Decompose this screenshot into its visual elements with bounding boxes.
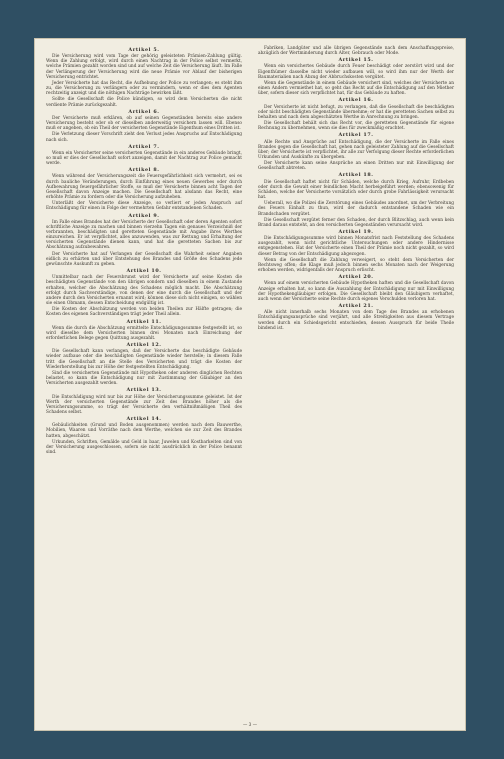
article-section — [46, 48, 242, 108]
article-heading: Artikel 14. — [126, 416, 162, 423]
article-section — [46, 145, 242, 167]
article-heading: Artikel 21. — [338, 303, 374, 310]
article-paragraph: Unterläßt der Versicherte diese Anzeige, so verliert er jeden Anspruch auf Entschädigung für einen in Folge der vermehrten Gefahr entstandenen Schaden. — [46, 201, 242, 212]
article-section — [258, 275, 454, 302]
article-heading: Artikel 17. — [338, 132, 374, 139]
article-paragraph: Sollte die Gesellschaft die Police kündigen, so wird dem Versicherten die nicht verdiente Prämie zurückgezahlt. — [46, 97, 242, 108]
article-paragraph: Fabriken, Landgüter und alle übrigen Gegenstände nach dem Anschaffungspreise, abzüglich der Wertminderung durch Alter, Gebrauch oder Mode. — [258, 46, 454, 57]
article-heading: Artikel 5. — [128, 47, 160, 53]
article-heading: Artikel 12. — [126, 342, 162, 349]
document-page — [34, 38, 466, 731]
article-paragraph: Urkunden, Schriften, Gemälde und Geld in baar, Juwelen und Kostbarkeiten sind von der Versicherung ausgeschlossen, sofern sie nicht ausdrücklich in der Police benannt sind. — [46, 439, 242, 456]
article-paragraph: Die Gesellschaft behält sich das Recht vor, die geretteten Gegenstände für eigene Rechnung zu übernehmen, wenn sie dies für zweckmäßig erachtet. — [258, 121, 454, 132]
article-paragraph: Die Verletzung dieser Vorschrift zieht den Verlust jedes Anspruchs auf Entschädigung nach sich. — [46, 132, 242, 143]
article-paragraph: Der Versicherte muß erklären, ob auf seinen Gegenständen bereits eine andere Versicherung besteht oder ob er dieselben anderweitig versichern lassen will. Ebenso muß er angeben, ob ein Theil der versicherten Gegenstände Eigenthum eines Dritten ist. — [46, 115, 242, 132]
article-paragraph: Die Versicherung wird vom Tage der gehörig geleisteten Prämien-Zahlung gültig. Wenn die Zahlung erfolgt, wird durch einen Nachtrag in der Police selbst vermerkt, welche Prämien gezahlt worden sind und auf welche Zeit die Versicherung läuft. Im Falle der Verlängerung der Versicherung wird die neue Prämie vor Ablauf der bisherigen Versicherung entrichtet. — [46, 54, 242, 80]
article-section — [46, 214, 242, 268]
article-paragraph: Gebäulichkeiten (Grund und Boden ausgenommen) werden nach dem Bauwerthe, Mobilien, Waaren und Vorräthe nach dem Werthe, welchen sie zur Zeit des Brandes hatten, abgeschätzt. — [46, 423, 242, 439]
article-paragraph: Wenn ein versichertes Gebäude durch Feuer beschädigt oder zerstört wird und der Eigenthümer dasselbe nicht wieder aufbauen will, so wird ihm nur der Werth der Baumaterialien nach Abzug der Abbruchskosten vergütet. — [258, 64, 454, 80]
article-section — [258, 230, 454, 273]
article-paragraph: Der Versicherte kann seine Ansprüche an einen Dritten nur mit Einwilligung der Gesellschaft abtreten. — [258, 161, 454, 172]
article-paragraph: Wenn die Gesellschaft die Zahlung verweigert, so steht dem Versicherten der Rechtsweg offen; die Klage muß jedoch binnen sechs Monaten nach der Weigerung erhoben werden, widrigenfalls der Anspruch erlischt. — [258, 257, 454, 274]
article-paragraph: Der Versicherte hat auf Verlangen der Gesellschaft die Wahrheit seiner Angaben eidlich zu erhärten und über Entstehung des Brandes und Größe des Schadens jede gewünschte Auskunft zu geben. — [46, 251, 242, 267]
article-paragraph: Jeder Versicherte hat das Recht, die Aufhebung der Police zu verlangen; es steht ihm zu, die Versicherung zu verlängern oder zu vermindern, wenn er dies dem Agenten rechtzeitig anzeigt und die nöthigen Nachträge bewirken läßt. — [46, 80, 242, 97]
article-paragraph: Wenn die Gegenstände in einem Gebäude versichert sind, welches der Versicherte an einen Andern vermiethet hat, so geht das Recht auf die Entschädigung auf den Miether über, sofern dieser sich verpflichtet hat, für das Gebäude zu haften. — [258, 80, 454, 97]
right-column — [258, 46, 454, 332]
article-heading: Artikel 7. — [128, 143, 160, 150]
article-heading: Artikel 6. — [128, 108, 160, 115]
article-section — [46, 320, 242, 342]
article-paragraph: Alle nicht innerhalb sechs Monaten von dem Tage des Brandes an erhobenen Entschädigungsansprüche sind verjährt, und alle Streitigkeiten aus diesem Vertrage werden durch ein Schiedsgericht entschieden, dessen Ausspruch für beide Theile bindend ist. — [258, 310, 454, 331]
article-paragraph: Die Gesellschaft kann verlangen, daß der Versicherte das beschädigte Gebäude wieder aufbaue oder die beschädigten Gegenstände wieder herstelle; in diesem Falle tritt die Gesellschaft an die Stelle des Versicherten und trägt die Kosten der Wiederherstellung bis zur Höhe der festgestellten Entschädigung. — [46, 349, 242, 370]
page-footer: — 3 — — [242, 723, 258, 728]
article-heading: Artikel 20. — [338, 274, 374, 281]
article-section — [46, 388, 242, 415]
article-section — [46, 269, 242, 317]
article-heading: Artikel 8. — [128, 167, 160, 174]
article-paragraph: Die Kosten der Abschätzung werden von beiden Theilen zur Hälfte getragen; die Kosten des eigenen Sachverständigen trägt jeder Theil allein. — [46, 307, 242, 318]
article-paragraph: Die Gesellschaft haftet nicht für Schäden, welche durch Krieg, Aufruhr, Erdbeben oder durch die Gewalt einer feindlichen Macht herbeigeführt werden; ebensowenig für Schäden, welche der Versicherte vorsätzlich oder durch grobe Fahrlässigkeit verursacht hat. — [258, 179, 454, 201]
article-paragraph: Sind die versicherten Gegenstände mit Hypotheken oder anderen dinglichen Rechten belastet, so kann die Entschädigung nur mit Zustimmung der Gläubiger an den Versicherten ausgezahlt werden. — [46, 370, 242, 387]
article-paragraph: Unmittelbar nach der Feuersbrunst wird der Versicherte auf seine Kosten die beschädigten Gegenstände von den übrigen sondern und dieselben in einem Zustande erhalten, welcher die Abschätzung des Schadens möglich macht. Die Abschätzung erfolgt durch Sachverständige, von denen der eine durch die Gesellschaft und der andere durch den Versicherten ernannt wird; können diese sich nicht einigen, so wählen sie einen Obmann, dessen Entscheidung endgültig ist. — [46, 275, 242, 307]
article-paragraph: Wenn während der Versicherungszeit die Feuersgefährlichkeit sich vermehrt, sei es durch bauliche Veränderungen, durch Einführung eines neuen Gewerbes oder durch Aufbewahrung feuergefährlicher Stoffe, so muß der Versicherte binnen acht Tagen der Gesellschaft davon Anzeige machen. Die Gesellschaft hat alsdann das Recht, eine erhöhte Prämie zu fordern oder die Versicherung aufzuheben. — [46, 174, 242, 201]
article-section — [46, 110, 242, 143]
article-section — [258, 58, 454, 96]
article-section — [46, 417, 242, 455]
article-heading: Artikel 11. — [126, 318, 162, 325]
article-section — [258, 173, 454, 228]
article-heading: Artikel 16. — [338, 97, 374, 104]
article-section — [46, 343, 242, 386]
article-heading: Artikel 10. — [126, 268, 162, 275]
article-paragraph: Wenn die durch die Abschätzung ermittelte Entschädigungssumme festgestellt ist, so wird dieselbe dem Versicherten binnen drei Monaten nach Einreichung der erforderlichen Belege gegen Quittung ausgezahlt. — [46, 325, 242, 341]
article-paragraph: Ueberall, wo die Polizei die Zerstörung eines Gebäudes anordnet, um der Verbreitung des Feuers Einhalt zu thun, wird der dadurch entstandene Schaden wie ein Brandschaden vergütet. — [258, 201, 454, 217]
article-section — [46, 168, 242, 211]
article-section — [258, 133, 454, 171]
article-section — [258, 98, 454, 131]
article-paragraph: Der Versicherte ist nicht befugt, zu verlangen, daß die Gesellschaft die beschädigten oder nicht beschädigten Gegenstände übernehme; er hat die geretteten Sachen selbst zu behalten und nach dem abgeschätzten Werthe in Anrechnung zu bringen. — [258, 104, 454, 120]
article-heading: Artikel 15. — [338, 57, 374, 64]
article-paragraph: Die Entschädigung wird nur bis zur Höhe der Versicherungssumme geleistet. Ist der Werth der versicherten Gegenstände zur Zeit des Brandes höher als die Versicherungssumme, so trägt der Versicherte den verhältnißmäßigen Theil des Schadens selbst. — [46, 394, 242, 415]
article-paragraph: Im Falle eines Brandes hat der Versicherte der Gesellschaft oder deren Agenten sofort schriftliche Anzeige zu machen und binnen vierzehn Tagen ein genaues Verzeichniß der verbrannten, beschädigten und geretteten Gegenstände mit Angabe ihres Werthes einzureichen. Er ist verpflichtet, alles anzuwenden, was zur Rettung und Erhaltung der versicherten Gegenstände dienen kann, und hat die geretteten Sachen bis zur Abschätzung aufzubewahren. — [46, 219, 242, 251]
article-heading: Artikel 18. — [338, 172, 374, 179]
article-paragraph: Alle Rechte und Ansprüche auf Entschädigung, die der Versicherte im Falle eines Brandes gegen die Gesellschaft hat, gehen nach geleisteter Zahlung auf die Gesellschaft über; der Versicherte ist verpflichtet, ihr alle zur Verfolgung dieser Rechte erforderlichen Urkunden und Auskünfte zu übergeben. — [258, 139, 454, 160]
article-heading: Artikel 19. — [338, 229, 374, 235]
article-paragraph: Die Entschädigungssumme wird binnen Monatsfrist nach Feststellung des Schadens ausgezahlt, wenn nicht gerichtliche Untersuchungen oder andere Hindernisse entgegenstehen. Hat der Versicherte einen Theil der Prämie noch nicht gezahlt, so wird dieser Betrag von der Entschädigung abgezogen. — [258, 236, 454, 257]
article-paragraph: Die Gesellschaft vergütet ferner den Schaden, der durch Blitzschlag, auch wenn kein Brand daraus entsteht, an den versicherten Gegenständen verursacht wird. — [258, 217, 454, 228]
article-paragraph: Wenn auf einem versicherten Gebäude Hypotheken haften und die Gesellschaft davon Anzeige erhalten hat, so kann die Auszahlung der Entschädigung nur mit Einwilligung der Hypothekengläubiger erfolgen. Die Gesellschaft bleibt den Gläubigern verhaftet, auch wenn der Versicherte seine Rechte durch eigenes Verschulden verloren hat. — [258, 281, 454, 302]
article-heading: Artikel 9. — [128, 212, 160, 219]
article-paragraph: Wenn ein Versicherter seine versicherten Gegenstände in ein anderes Gebäude bringt, so muß er dies der Gesellschaft sofort anzeigen, damit der Nachtrag zur Police gemacht werde. — [46, 150, 242, 167]
article-heading: Artikel 13. — [126, 387, 162, 394]
article-section — [258, 46, 454, 56]
left-column — [46, 46, 242, 456]
article-section — [258, 304, 454, 331]
